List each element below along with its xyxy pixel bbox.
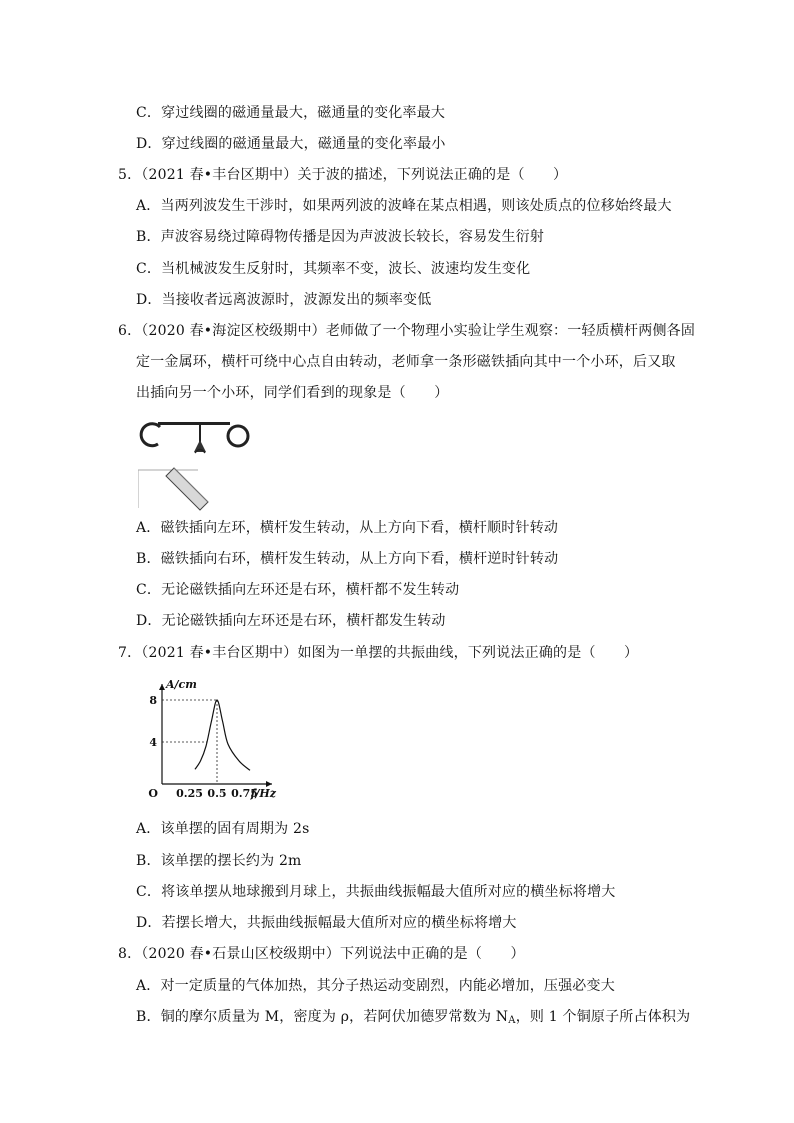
option-4d: D．穿过线圈的磁通量最大，磁通量的变化率最小: [136, 136, 446, 152]
question-6-stem-line2: 定一金属环，横杆可绕中心点自由转动，老师拿一条形磁铁插向其中一个小环，后又取: [136, 354, 676, 370]
chart-guides: [162, 700, 217, 784]
x-tick-label: 0.5: [207, 787, 227, 800]
chart-curve: [195, 700, 250, 770]
question-5-stem: 5．（2021 春•丰台区期中）关于波的描述，下列说法正确的是（ ）: [118, 167, 568, 183]
resonance-curve-chart: [140, 672, 290, 808]
option-7a: A．该单摆的固有周期为 2s: [136, 821, 310, 837]
x-axis-label: f/Hz: [250, 787, 276, 800]
chart-axes: [159, 684, 272, 787]
y-tick-label: 4: [149, 736, 157, 749]
option-7c: C．将该单摆从地球搬到月球上，共振曲线振幅最大值所对应的横坐标将增大: [136, 884, 616, 900]
option-5a: A．当两列波发生干涉时，如果两列波的波峰在某点相遇，则该处质点的位移始终最大: [136, 198, 672, 214]
option-4c: C．穿过线圈的磁通量最大，磁通量的变化率最大: [136, 105, 446, 121]
magnet-ring-figure: [138, 418, 256, 514]
question-7-stem: 7．（2021 春•丰台区期中）如图为一单摆的共振曲线，下列说法正确的是（ ）: [118, 645, 639, 661]
option-5c: C．当机械波发生反射时，其频率不变，波长、波速均发生变化: [136, 261, 531, 277]
y-tick-label: 8: [149, 694, 157, 707]
option-5d: D．当接收者远离波源时，波源发出的频率变低: [136, 292, 432, 308]
resonance-curve: [195, 700, 250, 770]
y-axis-label: A/cm: [166, 678, 197, 691]
option-6c: C．无论磁铁插向左环还是右环，横杆都不发生转动: [136, 582, 460, 598]
option-6a: A．磁铁插向左环，横杆发生转动，从上方向下看，横杆顺时针转动: [136, 520, 559, 536]
avogadro-subscript: A: [508, 1015, 516, 1026]
y-axis-arrow: [159, 684, 165, 690]
origin-label: O: [148, 787, 158, 800]
option-8b-tail: ，则 1 个铜原子所占体积为: [515, 1009, 691, 1025]
x-tick-label: 0.25: [176, 787, 203, 800]
option-6b: B．磁铁插向右环，横杆发生转动，从上方向下看，横杆逆时针转动: [136, 551, 559, 567]
question-6-stem-line1: 6．（2020 春•海淀区校级期中）老师做了一个物理小实验让学生观察：一轻质横杆两侧各固: [118, 323, 696, 339]
option-8a: A．对一定质量的气体加热，其分子热运动变剧烈，内能必增加，压强必变大: [136, 978, 615, 994]
option-8b: [136, 1008, 690, 1030]
question-6-stem-line3: 出插向另一个小环，同学们看到的现象是（ ）: [136, 385, 449, 401]
option-5b: B．声波容易绕过障碍物传播是因为声波波长较长，容易发生衍射: [136, 229, 545, 245]
option-7b: B．该单摆的摆长约为 2m: [136, 853, 302, 869]
question-8-stem: 8．（2020 春•石景山区校级期中）下列说法中正确的是（ ）: [118, 946, 525, 962]
option-6d: D．无论磁铁插向左环还是右环，横杆都发生转动: [136, 613, 446, 629]
x-tick-label: 0.75: [231, 787, 258, 800]
chart-labels: [148, 678, 276, 800]
option-8b-text: B．铜的摩尔质量为 M，密度为 ρ，若阿伏加德罗常数为 N: [136, 1009, 509, 1025]
option-7d: D．若摆长增大，共振曲线振幅最大值所对应的横坐标将增大: [136, 915, 517, 931]
